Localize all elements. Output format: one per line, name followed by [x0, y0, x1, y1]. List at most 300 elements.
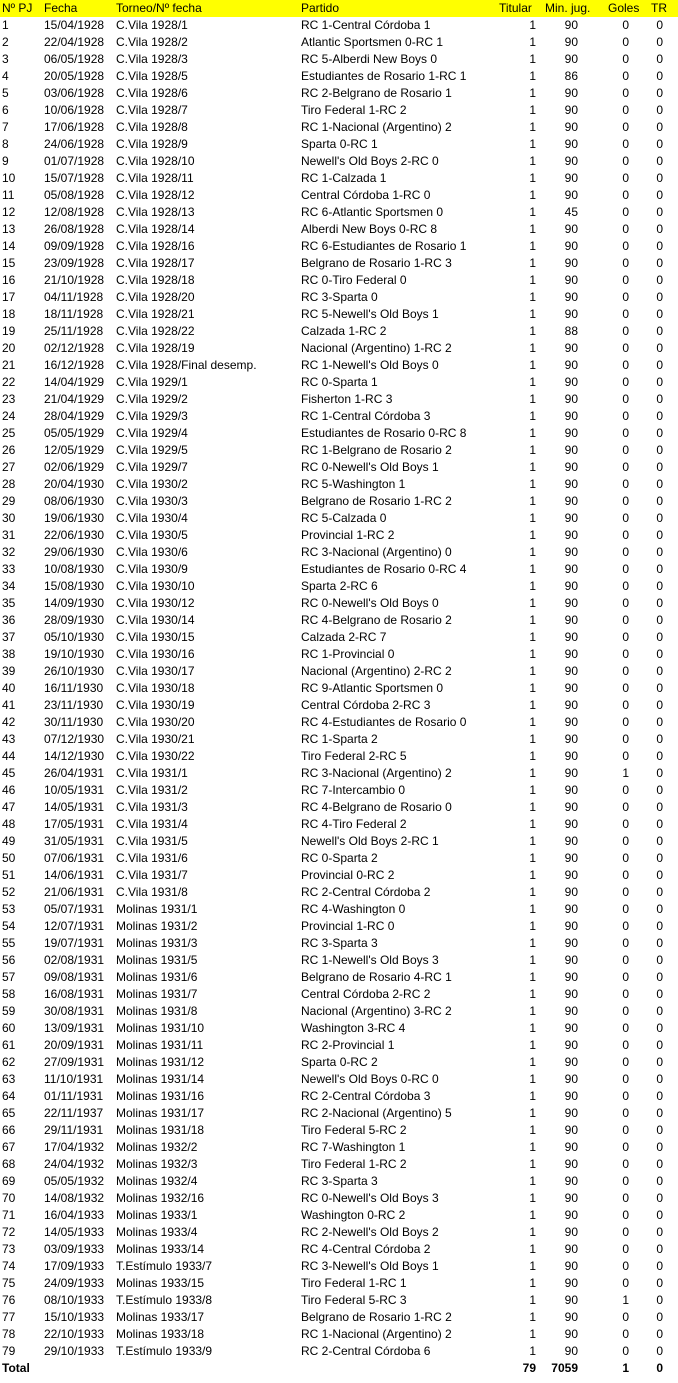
table-row: [0, 561, 678, 578]
cell-minutes: 90: [564, 1327, 578, 1341]
cell-red-cards: 0: [656, 783, 663, 797]
cell-minutes: 90: [564, 885, 578, 899]
cell-red-cards: 0: [656, 409, 663, 423]
cell-tournament: C.Vila 1929/3: [116, 409, 188, 423]
cell-red-cards: 0: [656, 256, 663, 270]
table-row: [0, 578, 678, 595]
cell-date: 16/08/1931: [44, 987, 105, 1001]
cell-red-cards: 0: [656, 1123, 663, 1137]
cell-match: Calzada 1-RC 2: [301, 324, 387, 338]
cell-goals: 0: [622, 477, 629, 491]
cell-starter: 1: [529, 732, 536, 746]
cell-tournament: C.Vila 1930/14: [116, 613, 195, 627]
table-row: [0, 221, 678, 238]
cell-goals: 0: [622, 851, 629, 865]
cell-red-cards: 0: [656, 885, 663, 899]
cell-date: 07/06/1931: [44, 851, 105, 865]
cell-match-number: 40: [2, 681, 16, 695]
cell-date: 18/11/1928: [44, 307, 104, 321]
cell-date: 05/10/1930: [44, 630, 105, 644]
table-row: [0, 340, 678, 357]
cell-starter: 1: [529, 919, 536, 933]
cell-goals: 0: [622, 69, 629, 83]
cell-match-number: 72: [2, 1225, 16, 1239]
cell-goals: 0: [622, 256, 629, 270]
cell-goals: 0: [622, 205, 629, 219]
cell-match-number: 52: [2, 885, 16, 899]
cell-starter: 1: [529, 477, 536, 491]
cell-starter: 1: [529, 970, 536, 984]
cell-match-number: 38: [2, 647, 16, 661]
cell-date: 20/04/1930: [44, 477, 105, 491]
cell-match-number: 37: [2, 630, 16, 644]
cell-goals: 0: [622, 664, 629, 678]
cell-tournament: C.Vila 1930/21: [116, 732, 195, 746]
cell-minutes: 90: [564, 902, 578, 916]
cell-date: 21/10/1928: [44, 273, 105, 287]
cell-minutes: 90: [564, 613, 578, 627]
cell-minutes: 90: [564, 86, 578, 100]
cell-date: 14/05/1933: [44, 1225, 105, 1239]
cell-starter: 1: [529, 800, 536, 814]
cell-goals: 0: [622, 426, 629, 440]
cell-red-cards: 0: [656, 851, 663, 865]
table-row: [0, 1326, 678, 1343]
table-row: [0, 1105, 678, 1122]
cell-date: 21/06/1931: [44, 885, 105, 899]
table-row: [0, 357, 678, 374]
cell-minutes: 90: [564, 987, 578, 1001]
cell-goals: 0: [622, 1259, 629, 1273]
cell-minutes: 90: [564, 171, 578, 185]
cell-tournament: C.Vila 1928/Final desemp.: [116, 358, 257, 372]
cell-match-number: 32: [2, 545, 16, 559]
cell-starter: 1: [529, 579, 536, 593]
cell-date: 24/09/1933: [44, 1276, 105, 1290]
cell-match: Tiro Federal 5-RC 2: [301, 1123, 407, 1137]
table-row: [0, 1054, 678, 1071]
cell-date: 19/06/1930: [44, 511, 105, 525]
cell-minutes: 45: [564, 205, 578, 219]
cell-minutes: 90: [564, 188, 578, 202]
table-row: [0, 646, 678, 663]
cell-red-cards: 0: [656, 443, 663, 457]
cell-starter: 1: [529, 851, 536, 865]
cell-starter: 1: [529, 1259, 536, 1273]
cell-date: 14/12/1930: [44, 749, 105, 763]
table-row: [0, 714, 678, 731]
cell-goals: 0: [622, 188, 629, 202]
cell-tournament: T.Estímulo 1933/7: [116, 1259, 213, 1273]
cell-red-cards: 0: [656, 1191, 663, 1205]
cell-starter: 1: [529, 1055, 536, 1069]
cell-red-cards: 0: [656, 171, 663, 185]
cell-match: RC 5-Washington 1: [301, 477, 406, 491]
cell-goals: 0: [622, 1310, 629, 1324]
cell-match-number: 23: [2, 392, 16, 406]
cell-match: RC 1-Newell's Old Boys 3: [301, 953, 439, 967]
cell-minutes: 90: [564, 630, 578, 644]
cell-starter: 1: [529, 562, 536, 576]
cell-minutes: 90: [564, 834, 578, 848]
cell-minutes: 90: [564, 137, 578, 151]
cell-tournament: C.Vila 1928/16: [116, 239, 195, 253]
cell-minutes: 90: [564, 375, 578, 389]
cell-goals: 0: [622, 545, 629, 559]
cell-tournament: C.Vila 1928/21: [116, 307, 195, 321]
cell-match: RC 2-Central Córdoba 2: [301, 885, 431, 899]
cell-red-cards: 0: [656, 1225, 663, 1239]
cell-minutes: 90: [564, 52, 578, 66]
total-goals: 1: [622, 1361, 629, 1375]
cell-tournament: C.Vila 1928/1: [116, 18, 188, 32]
table-row: [0, 1224, 678, 1241]
cell-goals: 0: [622, 783, 629, 797]
cell-match: Nacional (Argentino) 2-RC 2: [301, 664, 452, 678]
cell-match-number: 13: [2, 222, 16, 236]
cell-tournament: Molinas 1933/18: [116, 1327, 205, 1341]
cell-date: 22/06/1930: [44, 528, 105, 542]
cell-red-cards: 0: [656, 1310, 663, 1324]
cell-goals: 0: [622, 817, 629, 831]
cell-match: RC 1-Newell's Old Boys 0: [301, 358, 439, 372]
cell-match-number: 36: [2, 613, 16, 627]
cell-red-cards: 0: [656, 1021, 663, 1035]
cell-red-cards: 0: [656, 392, 663, 406]
cell-date: 12/08/1928: [44, 205, 105, 219]
cell-red-cards: 0: [656, 664, 663, 678]
cell-goals: 0: [622, 460, 629, 474]
cell-minutes: 86: [564, 69, 578, 83]
cell-minutes: 90: [564, 1310, 578, 1324]
table-row: [0, 289, 678, 306]
cell-match-number: 21: [2, 358, 16, 372]
cell-starter: 1: [529, 1327, 536, 1341]
cell-date: 08/06/1930: [44, 494, 105, 508]
cell-goals: 1: [622, 1293, 629, 1307]
cell-date: 02/08/1931: [44, 953, 105, 967]
cell-date: 15/08/1930: [44, 579, 105, 593]
cell-match-number: 4: [2, 69, 9, 83]
cell-red-cards: 0: [656, 222, 663, 236]
total-row: [0, 1360, 678, 1377]
cell-date: 14/04/1929: [44, 375, 105, 389]
cell-red-cards: 0: [656, 103, 663, 117]
cell-red-cards: 0: [656, 562, 663, 576]
cell-match: RC 1-Nacional (Argentino) 2: [301, 1327, 452, 1341]
cell-match: RC 3-Nacional (Argentino) 2: [301, 766, 452, 780]
cell-red-cards: 0: [656, 69, 663, 83]
cell-red-cards: 0: [656, 749, 663, 763]
cell-tournament: C.Vila 1928/11: [116, 171, 194, 185]
table-row: [0, 1241, 678, 1258]
cell-match: Tiro Federal 1-RC 2: [301, 1157, 407, 1171]
cell-starter: 1: [529, 358, 536, 372]
cell-goals: 0: [622, 392, 629, 406]
cell-match: Tiro Federal 1-RC 2: [301, 103, 407, 117]
table-row: [0, 374, 678, 391]
cell-minutes: 90: [564, 511, 578, 525]
cell-tournament: Molinas 1933/1: [116, 1208, 198, 1222]
cell-starter: 1: [529, 749, 536, 763]
cell-minutes: 90: [564, 477, 578, 491]
cell-starter: 1: [529, 69, 536, 83]
cell-match-number: 69: [2, 1174, 16, 1188]
cell-match: RC 0-Newell's Old Boys 1: [301, 460, 439, 474]
cell-red-cards: 0: [656, 953, 663, 967]
table-row: [0, 1343, 678, 1360]
table-row: [0, 663, 678, 680]
cell-match: Tiro Federal 5-RC 3: [301, 1293, 407, 1307]
cell-goals: 0: [622, 613, 629, 627]
table-row: [0, 1122, 678, 1139]
cell-goals: 0: [622, 562, 629, 576]
header-minutes: Min. jug.: [545, 1, 591, 15]
cell-minutes: 90: [564, 783, 578, 797]
cell-minutes: 90: [564, 1123, 578, 1137]
cell-red-cards: 0: [656, 52, 663, 66]
cell-goals: 0: [622, 171, 629, 185]
table-row: [0, 272, 678, 289]
header-red-cards: TR: [651, 1, 667, 15]
cell-minutes: 90: [564, 562, 578, 576]
cell-red-cards: 0: [656, 205, 663, 219]
cell-minutes: 90: [564, 1225, 578, 1239]
table-row: [0, 425, 678, 442]
cell-goals: 0: [622, 579, 629, 593]
cell-match-number: 46: [2, 783, 16, 797]
cell-goals: 0: [622, 630, 629, 644]
total-minutes: 7059: [551, 1361, 578, 1375]
cell-match: RC 5-Newell's Old Boys 1: [301, 307, 439, 321]
cell-date: 26/04/1931: [44, 766, 105, 780]
cell-match: Tiro Federal 2-RC 5: [301, 749, 407, 763]
cell-minutes: 90: [564, 103, 578, 117]
table-row: [0, 748, 678, 765]
cell-match-number: 29: [2, 494, 16, 508]
cell-date: 23/11/1930: [44, 698, 104, 712]
cell-tournament: C.Vila 1928/12: [116, 188, 195, 202]
cell-tournament: C.Vila 1929/1: [116, 375, 188, 389]
cell-match-number: 28: [2, 477, 16, 491]
cell-goals: 0: [622, 1225, 629, 1239]
cell-tournament: C.Vila 1928/2: [116, 35, 188, 49]
cell-match-number: 7: [2, 120, 9, 134]
cell-starter: 1: [529, 273, 536, 287]
cell-match-number: 12: [2, 205, 16, 219]
cell-goals: 0: [622, 528, 629, 542]
cell-tournament: C.Vila 1930/6: [116, 545, 188, 559]
cell-match: RC 1-Provincial 0: [301, 647, 395, 661]
cell-date: 14/08/1932: [44, 1191, 105, 1205]
cell-goals: 1: [622, 766, 629, 780]
cell-match-number: 78: [2, 1327, 16, 1341]
cell-match: RC 2-Central Córdoba 6: [301, 1344, 431, 1358]
cell-match-number: 35: [2, 596, 16, 610]
cell-starter: 1: [529, 307, 536, 321]
total-red-cards: 0: [656, 1361, 663, 1375]
cell-tournament: Molinas 1931/7: [116, 987, 198, 1001]
cell-starter: 1: [529, 120, 536, 134]
cell-match: RC 6-Estudiantes de Rosario 1: [301, 239, 467, 253]
header-match-number: Nº PJ: [2, 1, 33, 15]
cell-match: RC 3-Newell's Old Boys 1: [301, 1259, 439, 1273]
cell-date: 26/08/1928: [44, 222, 105, 236]
table-row: [0, 850, 678, 867]
cell-tournament: C.Vila 1930/5: [116, 528, 188, 542]
cell-tournament: C.Vila 1928/19: [116, 341, 195, 355]
cell-minutes: 90: [564, 341, 578, 355]
cell-tournament: Molinas 1932/2: [116, 1140, 198, 1154]
table-row: [0, 816, 678, 833]
cell-starter: 1: [529, 188, 536, 202]
cell-tournament: C.Vila 1928/18: [116, 273, 195, 287]
cell-match: Tiro Federal 1-RC 1: [301, 1276, 407, 1290]
table-row: [0, 697, 678, 714]
table-row: [0, 255, 678, 272]
cell-minutes: 90: [564, 1276, 578, 1290]
cell-date: 12/05/1929: [44, 443, 105, 457]
cell-red-cards: 0: [656, 341, 663, 355]
cell-match-number: 10: [2, 171, 16, 185]
cell-date: 20/09/1931: [44, 1038, 105, 1052]
cell-tournament: C.Vila 1928/20: [116, 290, 195, 304]
cell-minutes: 90: [564, 443, 578, 457]
cell-tournament: C.Vila 1930/15: [116, 630, 195, 644]
cell-match-number: 64: [2, 1089, 16, 1103]
cell-starter: 1: [529, 511, 536, 525]
cell-match-number: 55: [2, 936, 16, 950]
cell-match-number: 8: [2, 137, 9, 151]
cell-red-cards: 0: [656, 1293, 663, 1307]
cell-match: RC 3-Nacional (Argentino) 0: [301, 545, 452, 559]
cell-minutes: 90: [564, 596, 578, 610]
cell-starter: 1: [529, 1157, 536, 1171]
cell-red-cards: 0: [656, 324, 663, 338]
cell-tournament: C.Vila 1931/8: [116, 885, 188, 899]
table-row: [0, 1139, 678, 1156]
cell-goals: 0: [622, 375, 629, 389]
table-row: [0, 986, 678, 1003]
cell-starter: 1: [529, 647, 536, 661]
cell-goals: 0: [622, 52, 629, 66]
cell-goals: 0: [622, 103, 629, 117]
cell-goals: 0: [622, 987, 629, 1001]
cell-starter: 1: [529, 1293, 536, 1307]
cell-match-number: 25: [2, 426, 16, 440]
cell-match-number: 63: [2, 1072, 16, 1086]
cell-date: 24/04/1932: [44, 1157, 105, 1171]
cell-match: Fisherton 1-RC 3: [301, 392, 393, 406]
cell-match-number: 57: [2, 970, 16, 984]
cell-starter: 1: [529, 1038, 536, 1052]
table-row: [0, 1292, 678, 1309]
cell-starter: 1: [529, 613, 536, 627]
table-row: [0, 1190, 678, 1207]
cell-tournament: Molinas 1931/16: [116, 1089, 205, 1103]
cell-minutes: 90: [564, 460, 578, 474]
table-row: [0, 68, 678, 85]
cell-starter: 1: [529, 86, 536, 100]
cell-match: RC 2-Nacional (Argentino) 5: [301, 1106, 452, 1120]
cell-goals: 0: [622, 1327, 629, 1341]
cell-goals: 0: [622, 885, 629, 899]
cell-minutes: 90: [564, 817, 578, 831]
cell-match-number: 22: [2, 375, 16, 389]
cell-tournament: Molinas 1933/14: [116, 1242, 205, 1256]
cell-match: RC 0-Newell's Old Boys 3: [301, 1191, 439, 1205]
cell-tournament: Molinas 1933/15: [116, 1276, 205, 1290]
cell-goals: 0: [622, 970, 629, 984]
cell-goals: 0: [622, 800, 629, 814]
cell-red-cards: 0: [656, 86, 663, 100]
table-row: [0, 833, 678, 850]
cell-match: Central Córdoba 2-RC 2: [301, 987, 431, 1001]
cell-starter: 1: [529, 18, 536, 32]
cell-goals: 0: [622, 834, 629, 848]
cell-date: 15/10/1933: [44, 1310, 105, 1324]
cell-match-number: 2: [2, 35, 9, 49]
table-row: [0, 476, 678, 493]
cell-starter: 1: [529, 817, 536, 831]
table-row: [0, 34, 678, 51]
cell-starter: 1: [529, 239, 536, 253]
cell-tournament: C.Vila 1929/7: [116, 460, 188, 474]
cell-match-number: 79: [2, 1344, 16, 1358]
cell-goals: 0: [622, 647, 629, 661]
cell-match: Provincial 1-RC 0: [301, 919, 395, 933]
table-row: [0, 680, 678, 697]
cell-match: Estudiantes de Rosario 0-RC 4: [301, 562, 467, 576]
cell-date: 19/07/1931: [44, 936, 105, 950]
cell-match-number: 50: [2, 851, 16, 865]
cell-goals: 0: [622, 1055, 629, 1069]
cell-red-cards: 0: [656, 613, 663, 627]
cell-tournament: C.Vila 1931/4: [116, 817, 188, 831]
cell-starter: 1: [529, 664, 536, 678]
cell-starter: 1: [529, 494, 536, 508]
cell-red-cards: 0: [656, 630, 663, 644]
cell-match-number: 20: [2, 341, 16, 355]
cell-starter: 1: [529, 868, 536, 882]
cell-minutes: 90: [564, 35, 578, 49]
cell-goals: 0: [622, 681, 629, 695]
cell-date: 30/11/1930: [44, 715, 104, 729]
cell-match-number: 15: [2, 256, 16, 270]
cell-tournament: C.Vila 1931/6: [116, 851, 188, 865]
cell-tournament: Molinas 1931/18: [116, 1123, 205, 1137]
cell-match-number: 1: [2, 18, 9, 32]
cell-date: 17/05/1931: [44, 817, 105, 831]
header-row: [0, 0, 678, 17]
cell-date: 17/06/1928: [44, 120, 105, 134]
cell-match: RC 0-Newell's Old Boys 0: [301, 596, 439, 610]
cell-date: 17/09/1933: [44, 1259, 105, 1273]
cell-minutes: 90: [564, 358, 578, 372]
cell-goals: 0: [622, 1089, 629, 1103]
cell-match: Newell's Old Boys 0-RC 0: [301, 1072, 439, 1086]
header-date: Fecha: [44, 1, 78, 15]
table-row: [0, 1309, 678, 1326]
cell-red-cards: 0: [656, 477, 663, 491]
cell-match-number: 3: [2, 52, 9, 66]
table-row: [0, 629, 678, 646]
cell-match-number: 31: [2, 528, 16, 542]
cell-match-number: 58: [2, 987, 16, 1001]
cell-starter: 1: [529, 953, 536, 967]
cell-match-number: 71: [2, 1208, 16, 1222]
cell-red-cards: 0: [656, 902, 663, 916]
